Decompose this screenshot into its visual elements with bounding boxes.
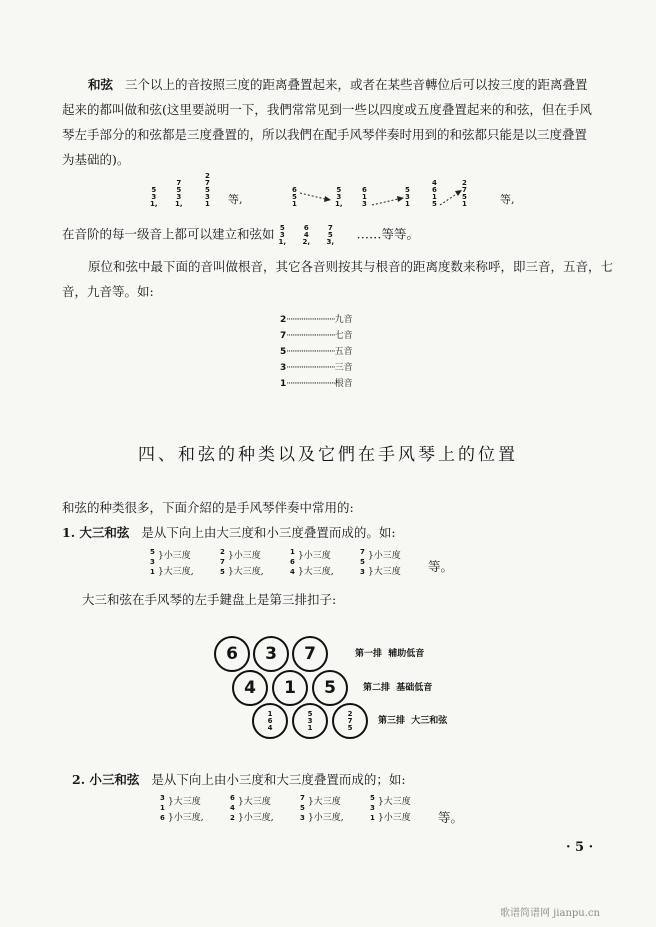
text-line: 音，九音等。如:: [62, 284, 154, 299]
tone-name: 七音: [334, 331, 353, 341]
note: 1: [370, 814, 375, 822]
note: 5: [405, 186, 410, 194]
note: 5: [220, 568, 225, 576]
note: 7: [327, 224, 333, 232]
text-line: 起来的都叫做和弦(这里要説明一下，我們常常见到一些以四度或五度叠置起来的和弦，但在手风: [62, 102, 592, 117]
chord-tone-row: [280, 344, 353, 357]
note: 6: [303, 224, 309, 232]
etc-text: 等,: [228, 193, 243, 206]
note: 1,: [278, 238, 287, 246]
keyboard-intro: 大三和弦在手风琴的左手鍵盘上是第三排扣子:: [82, 592, 337, 607]
note: 5: [462, 193, 467, 201]
note: 5: [205, 186, 210, 194]
text-line: 三个以上的音按照三度的距离叠置起来，或者在某些音轉位后可以按三度的距离叠置: [124, 77, 588, 92]
note-stack: [150, 187, 158, 208]
interval-upper: }小三度: [368, 551, 401, 561]
subsection-title: 2. 小三和弦: [72, 772, 140, 787]
note: 6: [230, 794, 235, 802]
chord-tone-row: [280, 376, 353, 389]
note: 5: [370, 794, 375, 802]
note: 1: [160, 804, 165, 812]
paragraph-root-tone: [62, 254, 622, 304]
note-stack: [335, 187, 343, 208]
note: 7: [280, 331, 287, 341]
text: ……等等。: [356, 226, 419, 242]
etc-text: 等,: [500, 193, 515, 206]
chord-button[interactable]: [332, 703, 368, 739]
note: 5: [292, 193, 297, 201]
triad-example: [290, 548, 354, 582]
note: 3: [279, 231, 285, 239]
note: 7: [462, 186, 467, 194]
note-stack: [279, 225, 287, 246]
note: 6: [292, 186, 297, 194]
note: 5: [150, 548, 155, 556]
note: 2,: [302, 238, 311, 246]
button-label: 1: [284, 678, 296, 698]
text-line: 琴左手部分的和弦都是三度叠置的，所以我們在配手风琴伴奏时用到的和弦都只能是以三度叠置: [62, 127, 588, 142]
intro-text: 和弦的种类很多，下面介紹的是手风琴伴奏中常用的:: [62, 500, 354, 515]
note: 3: [336, 193, 342, 201]
note: 1: [292, 200, 297, 208]
button-label: 3: [265, 644, 277, 664]
bass-button[interactable]: [232, 670, 268, 706]
note: 2: [220, 548, 225, 556]
interval-upper: }小三度: [298, 551, 331, 561]
paragraph-chord-definition: [62, 72, 622, 172]
button-label: 7: [304, 644, 316, 664]
triad-example: [300, 794, 364, 828]
note: 3: [150, 558, 155, 566]
note: 2: [347, 709, 353, 718]
note-stack: [462, 180, 467, 208]
note: 4: [230, 804, 235, 812]
page-number: · 5 ·: [566, 840, 594, 855]
note-stack: [205, 173, 210, 208]
triad-example: [360, 548, 424, 582]
note: 2: [230, 814, 235, 822]
note: 3: [307, 716, 313, 725]
note: 5: [360, 558, 365, 566]
note: 5: [336, 186, 342, 194]
note: 5: [347, 723, 353, 732]
chord-tone-row: [280, 312, 353, 325]
minor-triad-heading: [72, 770, 406, 788]
tone-name: 五音: [334, 347, 353, 357]
interval-lower: }大三度,: [158, 567, 194, 577]
leader-dots: ··························: [286, 315, 335, 325]
note: 3: [360, 568, 365, 576]
note: 7: [360, 548, 365, 556]
button-label: 6: [226, 644, 238, 664]
note: 5: [300, 804, 305, 812]
note: 1: [267, 709, 273, 718]
note: 3: [300, 814, 305, 822]
triad-example: [150, 548, 214, 582]
tone-name: 九音: [334, 315, 353, 325]
button-label: 5: [324, 678, 336, 698]
note: 3: [405, 193, 410, 201]
triad-example: [160, 794, 224, 828]
note: 4: [290, 568, 295, 576]
note: 6: [160, 814, 165, 822]
major-triad-heading: [62, 523, 396, 541]
leader-dots: ··························: [286, 331, 335, 341]
note: 1: [205, 200, 210, 208]
bass-button[interactable]: [214, 636, 250, 672]
interval-upper: }大三度: [378, 797, 411, 807]
note: 5: [327, 231, 333, 239]
note: 2: [205, 172, 210, 180]
note: 3: [280, 363, 287, 373]
note-stack: [405, 187, 410, 208]
note: 4: [267, 723, 273, 732]
bass-button[interactable]: [272, 670, 308, 706]
interval-lower: }大三度,: [228, 567, 264, 577]
note: 1: [462, 200, 467, 208]
note: 3: [362, 200, 367, 208]
row-name: 第二排: [363, 683, 391, 693]
note: 2: [280, 315, 287, 325]
section-title: 四、和弦的种类以及它們在手风琴上的位置: [138, 445, 518, 465]
interval-upper: }大三度: [168, 797, 201, 807]
row-name: 第一排: [355, 649, 383, 659]
interval-lower: }大三度,: [298, 567, 334, 577]
row-desc: 大三和弦: [411, 716, 448, 726]
note: 4: [432, 179, 437, 187]
chord-tone-row: [280, 360, 353, 373]
note: 7: [220, 558, 225, 566]
note: 1: [150, 568, 155, 576]
interval-lower: }大三度: [368, 567, 401, 577]
text-line: 为基础的)。: [62, 152, 130, 167]
note: 6: [432, 186, 437, 194]
note-stack: [327, 225, 335, 246]
text-line: 原位和弦中最下面的音叫做根音，其它各音则按其与根音的距离度数来称呼，即三音，五音，七: [88, 259, 614, 274]
note-stack: [432, 180, 437, 208]
triad-example: [370, 794, 434, 828]
note: 7: [176, 179, 182, 187]
row-label: [363, 680, 432, 693]
interval-upper: }小三度: [158, 551, 191, 561]
note: 5: [176, 186, 182, 194]
note: 1: [280, 379, 287, 389]
note: 1,: [175, 200, 183, 208]
text: 是从下向上由小三度和大三度叠置而成的；如:: [151, 772, 406, 787]
note: 3: [160, 794, 165, 802]
note: 3: [205, 193, 210, 201]
arrows: [300, 183, 500, 213]
note-stack: [303, 225, 311, 246]
note-stack: [292, 187, 297, 208]
triad-example: [220, 548, 284, 582]
note-stack: [175, 180, 183, 208]
chord-button[interactable]: [292, 703, 328, 739]
interval-lower: }小三度,: [168, 813, 204, 823]
note: 6: [362, 186, 367, 194]
row-label: [378, 713, 447, 726]
row-name: 第三排: [378, 716, 406, 726]
text: 是从下向上由大三度和小三度叠置而成的。如:: [141, 525, 396, 540]
note: 3: [176, 193, 182, 201]
interval-upper: }大三度: [238, 797, 271, 807]
note: 1: [362, 193, 367, 201]
leader-dots: ··························: [286, 363, 335, 373]
tone-name: 三音: [334, 363, 353, 373]
button-label: 4: [244, 678, 256, 698]
note: 5: [307, 709, 313, 718]
note: 7: [347, 716, 353, 725]
bass-button[interactable]: [253, 636, 289, 672]
bass-button[interactable]: [292, 636, 328, 672]
paragraph-scale-chords: [62, 224, 419, 246]
chord-tone-row: [280, 328, 353, 341]
row-desc: 基础低音: [396, 683, 433, 693]
note-stack: [362, 187, 367, 208]
etc-text: 等。: [428, 559, 454, 574]
triad-example: [230, 794, 294, 828]
note: 2: [462, 179, 467, 187]
term: 和弦: [88, 77, 114, 92]
text: 在音阶的每一级音上都可以建立和弦如: [62, 226, 275, 242]
note: 1,: [150, 200, 158, 208]
note: 7: [300, 794, 305, 802]
row-label: [355, 646, 424, 659]
note: 3: [370, 804, 375, 812]
row-desc: 辅助低音: [388, 649, 425, 659]
subsection-title: 1. 大三和弦: [62, 525, 130, 540]
interval-upper: }小三度: [228, 551, 261, 561]
note: 7: [205, 179, 210, 187]
note: 3,: [326, 238, 335, 246]
leader-dots: ··························: [286, 347, 335, 357]
interval-lower: }小三度: [378, 813, 411, 823]
note: 6: [290, 558, 295, 566]
note: 1: [432, 193, 437, 201]
leader-dots: ··························: [286, 379, 335, 389]
note: 5: [279, 224, 285, 232]
note: 1,: [335, 200, 343, 208]
note: 1: [307, 723, 313, 732]
interval-upper: }大三度: [308, 797, 341, 807]
note: 5: [280, 347, 287, 357]
chord-button[interactable]: [252, 703, 288, 739]
etc-text: 等。: [438, 810, 464, 825]
note: 4: [303, 231, 309, 239]
note: 5: [151, 186, 157, 194]
bass-button[interactable]: [312, 670, 348, 706]
note: 6: [267, 716, 273, 725]
note: 3: [151, 193, 157, 201]
note: 5: [432, 200, 437, 208]
note: 1: [405, 200, 410, 208]
interval-lower: }小三度,: [238, 813, 274, 823]
interval-lower: }小三度,: [308, 813, 344, 823]
note: 1: [290, 548, 295, 556]
tone-name: 根音: [334, 379, 353, 389]
watermark: 歌谱简谱网 jianpu.cn: [500, 908, 600, 919]
